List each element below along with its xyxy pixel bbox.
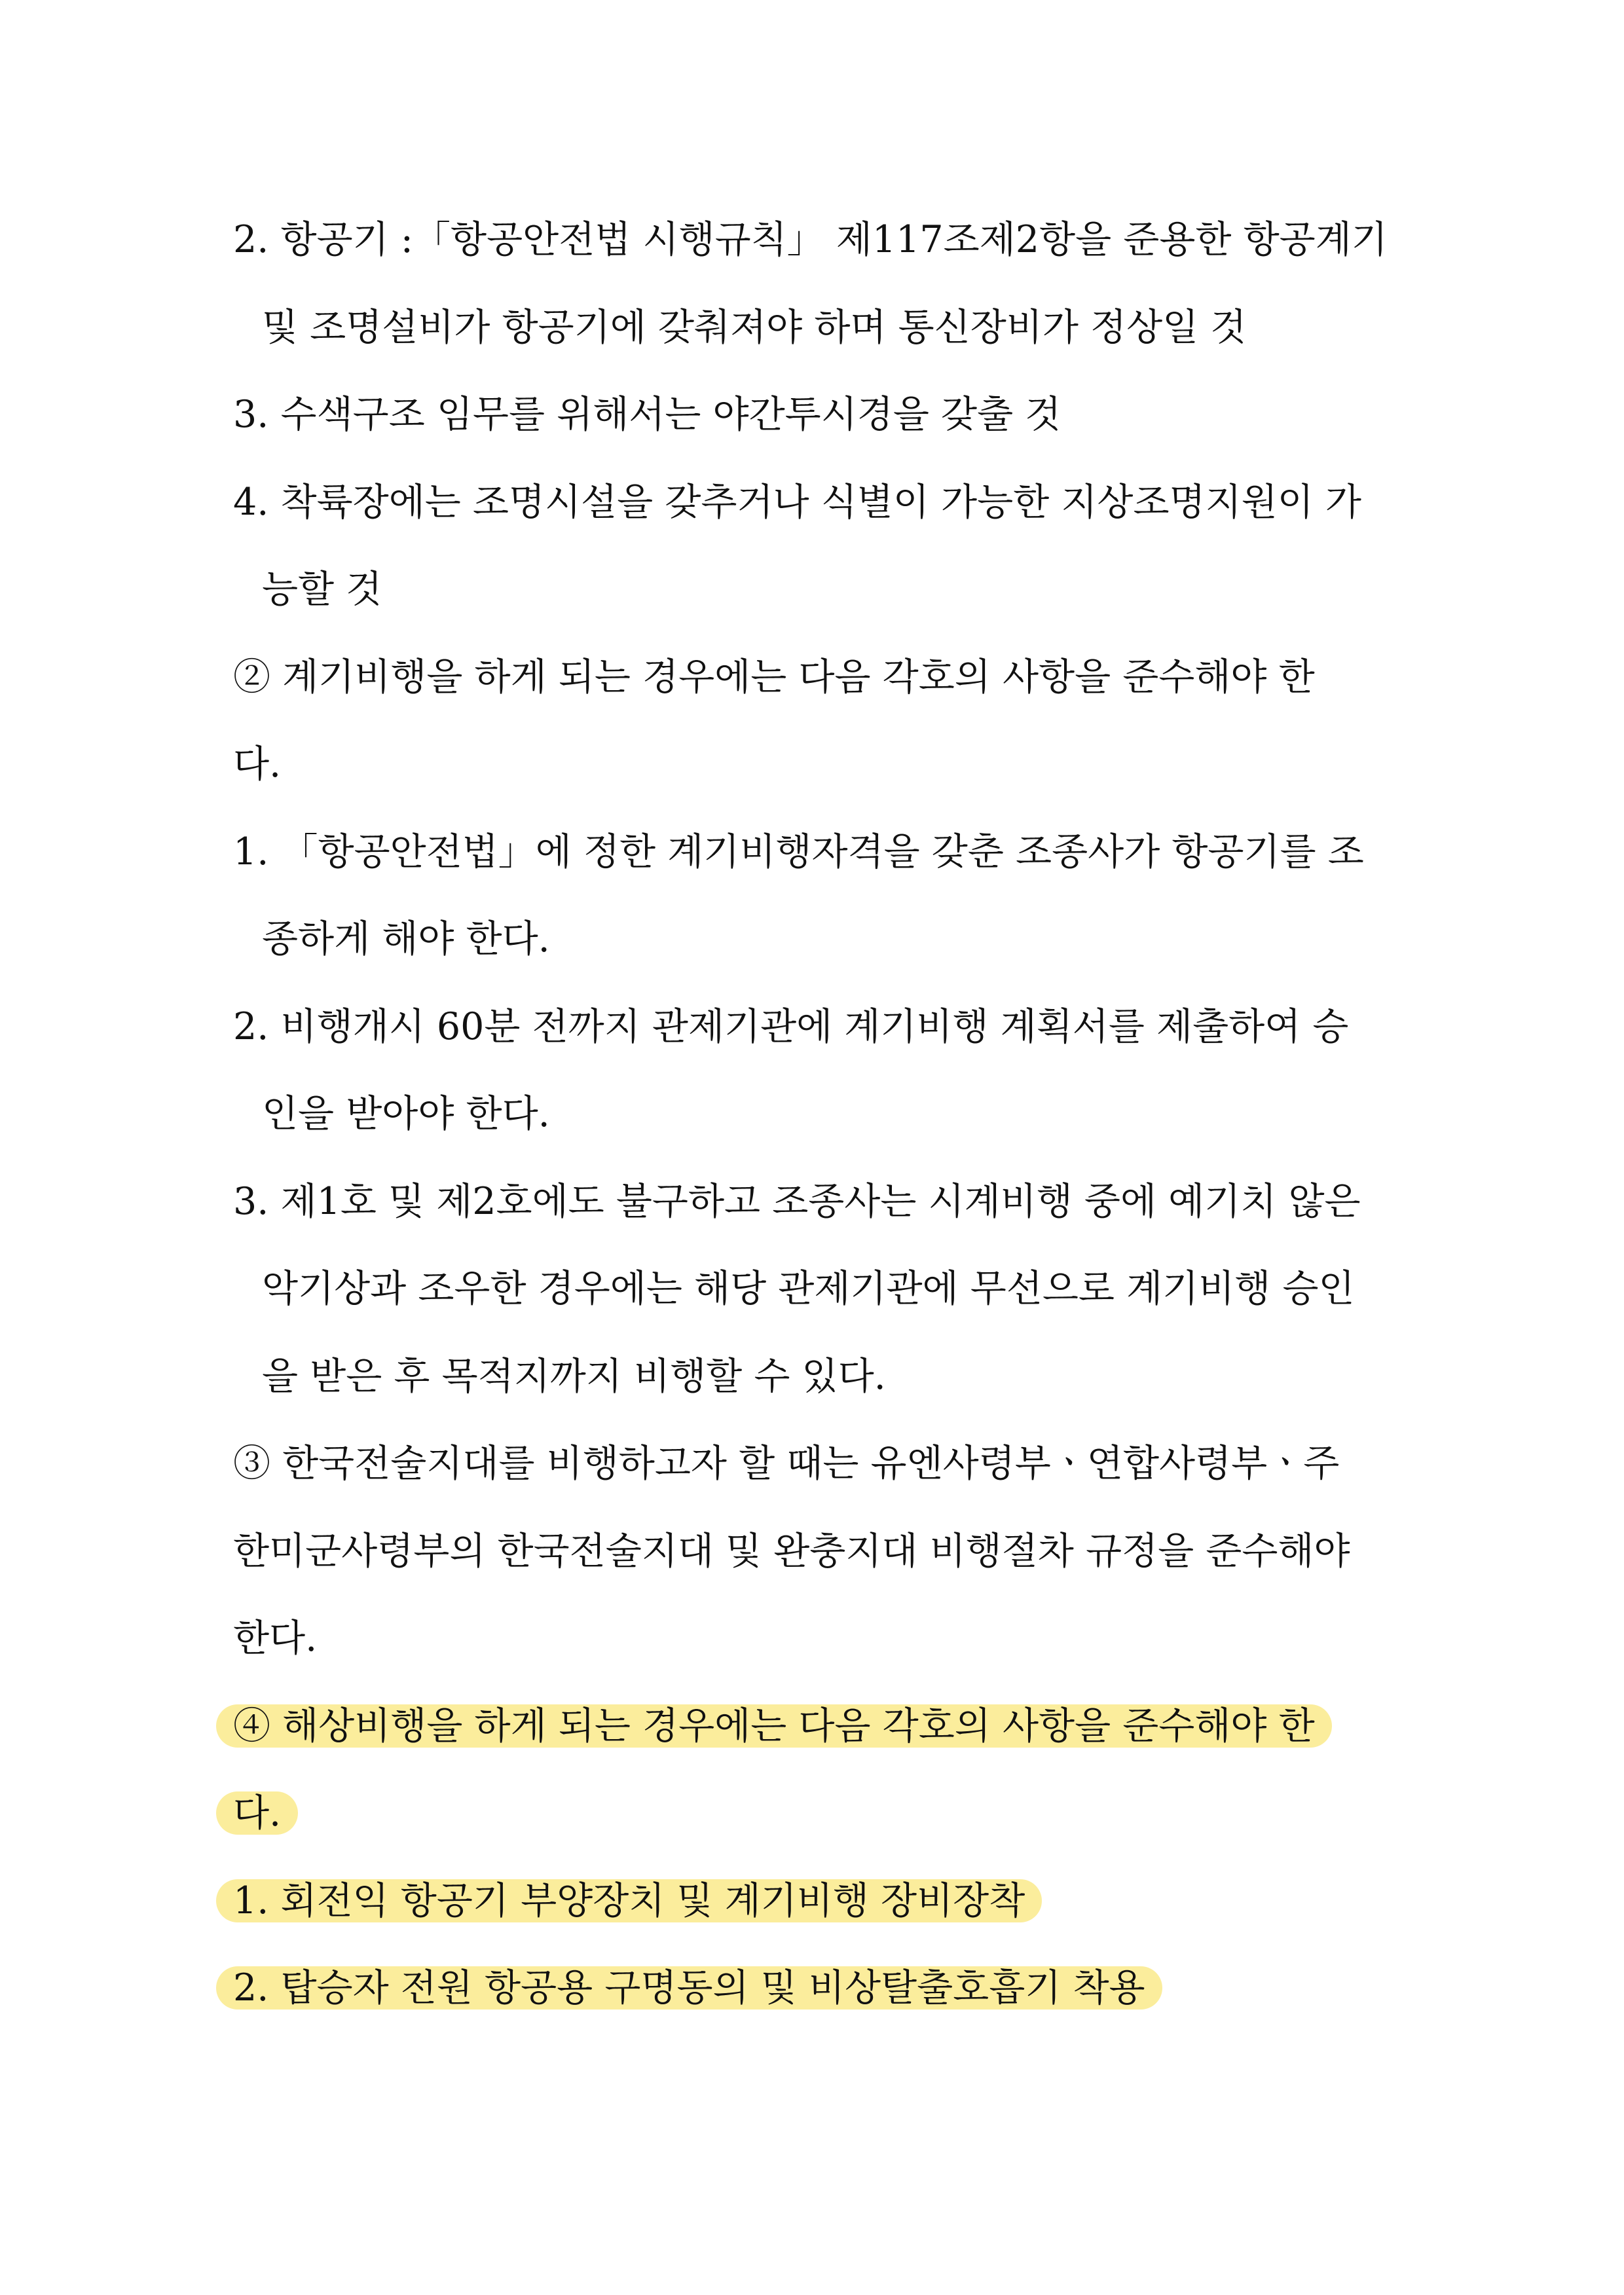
paragraph-line: 인을 받아야 한다.	[262, 1092, 550, 1135]
paragraph-line: 능할 것	[262, 568, 382, 611]
highlighted-line	[233, 1787, 298, 1839]
paragraph-line: ② 계기비행을 하게 되는 경우에는 다음 각호의 사항을 준수해야 한	[233, 655, 1315, 699]
highlighted-line	[233, 1875, 1042, 1927]
paragraph-line: 3. 수색구조 임무를 위해서는 야간투시경을 갖출 것	[233, 393, 1061, 436]
paragraph-line: 및 조명설비가 항공기에 갖춰져야 하며 통신장비가 정상일 것	[262, 306, 1247, 349]
highlight-text: 2. 탑승자 전원 항공용 구명동의 및 비상탈출호흡기 착용	[216, 1966, 1162, 2010]
paragraph-line: ③ 한국전술지대를 비행하고자 할 때는 유엔사령부ㆍ연합사령부ㆍ주	[233, 1442, 1340, 1485]
paragraph-line: 1. 「항공안전법」에 정한 계기비행자격을 갖춘 조종사가 항공기를 조	[233, 830, 1364, 873]
paragraph-line: 한다.	[233, 1617, 318, 1660]
paragraph-line: 종하게 해야 한다.	[262, 917, 550, 961]
paragraph-line: 한미군사령부의 한국전술지대 및 완충지대 비행절차 규정을 준수해야	[233, 1530, 1350, 1573]
highlight-text: 다.	[216, 1791, 298, 1835]
highlighted-line	[233, 1700, 1332, 1752]
paragraph-line: 다.	[233, 743, 282, 786]
paragraph-line: 3. 제1호 및 제2호에도 불구하고 조종사는 시계비행 중에 예기치 않은	[233, 1180, 1361, 1223]
paragraph-line: 2. 항공기 :「항공안전법 시행규칙」 제117조제2항을 준용한 항공계기	[233, 218, 1388, 261]
highlighted-line	[233, 1962, 1162, 2014]
paragraph-line: 을 받은 후 목적지까지 비행할 수 있다.	[262, 1355, 886, 1398]
highlight-text: ④ 해상비행을 하게 되는 경우에는 다음 각호의 사항을 준수해야 한	[216, 1704, 1332, 1748]
paragraph-line: 악기상과 조우한 경우에는 해당 관제기관에 무선으로 계기비행 승인	[262, 1267, 1355, 1310]
paragraph-line: 4. 착륙장에는 조명시설을 갖추거나 식별이 가능한 지상조명지원이 가	[233, 481, 1361, 524]
highlight-text: 1. 회전익 항공기 부양장치 및 계기비행 장비장착	[216, 1879, 1042, 1922]
paragraph-line: 2. 비행개시 60분 전까지 관제기관에 계기비행 계획서를 제출하여 승	[233, 1005, 1349, 1048]
